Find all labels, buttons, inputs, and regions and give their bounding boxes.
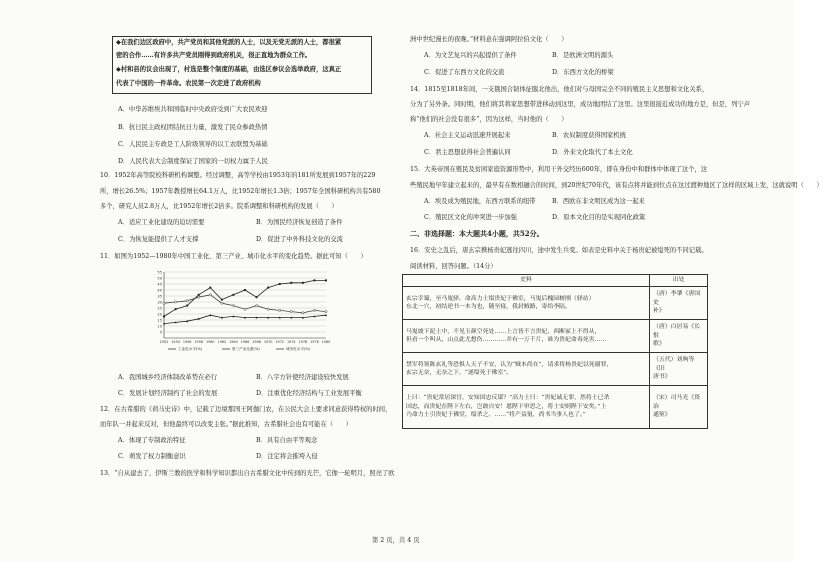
q10-line-2: 所，增长26.5%；1957年教授增长64.1万人，比1952年增长1.3倍；1957年全国科研机构共有580 xyxy=(100,188,381,195)
q16-source-table xyxy=(402,274,708,429)
q9-box-line-2: 密的合作……有许多共产党员刚得到政府机关，很正直地为群众工作。 xyxy=(116,52,312,59)
q11-line-chart xyxy=(150,268,330,354)
q9-option-d: D．人民代表大会制度保证了国家的一切权力属于人民 xyxy=(118,158,268,165)
chart-y-tick-label: 45 xyxy=(157,282,162,287)
chart-point xyxy=(163,315,165,317)
q12-option-b: B．具有自由平等观念 xyxy=(256,437,318,444)
q14-line-2: 分为了另外条。同时期，他们将其将家思想带进移动到这里，成功地团结了这里。这里很接近成功的地方是，但是，列宁声 xyxy=(410,101,751,108)
chart-x-tick-label: 1970 xyxy=(263,340,273,344)
q16-line-1: 16．安史之乱后，唐玄宗携杨贵妃逃往四川，途中发生兵变。如表是史料中关于杨贵妃被缢死的不同记载。 xyxy=(410,247,708,254)
q10-option-a: A．适应工业化建设的迫切需要 xyxy=(118,219,205,226)
q14-option-b: B．农奴制度获得国家机统 xyxy=(552,132,626,139)
q13-continuation: 洲中世纪漫长的夜晚。”材料意在强调阿拉伯文化（ ） xyxy=(410,36,568,43)
chart-point xyxy=(325,311,327,313)
chart-x-tick-label: 1974 xyxy=(286,340,296,344)
q12-option-a: A．体现了专制政治特征 xyxy=(118,437,186,444)
chart-point xyxy=(279,309,281,311)
q10-option-c: C．为恢复能提供了人才支撑 xyxy=(118,236,199,243)
q9-option-b: B．抗日民主政权团结抗日力量，激发了民众参政热情 xyxy=(118,124,268,131)
section-title-non-choice: 二、非选择题：本大题共4小题，共52分。 xyxy=(410,229,544,238)
chart-point xyxy=(186,305,188,307)
table-row xyxy=(403,386,708,429)
q12-option-c: C．萌发了权力制衡意识 xyxy=(118,453,186,460)
chart-point xyxy=(186,300,188,302)
chart-point xyxy=(256,296,258,298)
table-cell-text: 禁军将领陈玄礼等恐惧人天子不安，认为“贼本尚在”，请求将杨贵妃以死谢罪， 玄宗无奈，无奈之下，“遂缢死于佛室”。 xyxy=(403,353,650,386)
chart-x-tick-label: 1958 xyxy=(194,340,204,344)
chart-point xyxy=(325,279,327,281)
q9-option-a: A．中华苏维埃共和国临时中央政府受到广大农民欢迎 xyxy=(118,106,268,113)
chart-point xyxy=(313,279,315,281)
chart-x-tick-label: 1968 xyxy=(252,340,261,344)
chart-x-tick-label: 1954 xyxy=(171,340,180,344)
chart-y-tick-label: 30 xyxy=(157,300,162,305)
q13-option-d: D．东西方文化的桥梁 xyxy=(552,69,614,76)
table-cell-text: 上曰：“贵妃常居深宫，安知国忠反谋？”高力士曰：“贵妃诚无罪，然将士已杀 国忠，而贵妃在陛下左右，岂敢自安！愿陛下审思之，将士安则陛下安矣。”上 乃命力士引贵妃于佛堂，缢杀之。……“将产益舅，尚书当事人也了。” xyxy=(403,386,650,429)
chart-legend-label: 工业化水平(%) xyxy=(178,347,203,351)
chart-point xyxy=(302,282,304,284)
q9-box-line-3: ◆村和县的议会出现了，村选是整个制度的基础，由选区参议会选举政府，这真正 xyxy=(116,66,342,73)
q10-line-3: 多个，研究人员2.8万人，比1952年增长2倍多。院系调整和科研机构的发展（ ） xyxy=(100,203,338,210)
chart-x-tick-label: 1972 xyxy=(275,340,285,344)
table-row xyxy=(403,320,708,353)
chart-point xyxy=(175,308,177,310)
chart-y-tick-label: 40 xyxy=(157,288,162,293)
table-cell-text: 玄宗幸蜀，至马嵬驿，命高力士缢贵妃于佛室，马嵬后槐园树刚（驿站） 东北一穴，初结逆书一本为也，随至寝，我封贼路，寄给李陆。 xyxy=(403,287,650,320)
q9-box-line-1: ◆在我们边区政府中，共产党员和其他党派的人士，以及无党无派的人士，都很紧 xyxy=(116,39,342,46)
q11-line: 11．如图为1952—1980年中国工业化、第三产业、城市化水平的变化趋势。据此可知（ ） xyxy=(100,253,367,260)
table-cell-source: （五代）刘昫等《旧 唐书》 xyxy=(650,353,708,386)
q10-option-d: D．促进了中外科技文化的交流 xyxy=(256,236,343,243)
q15-option-c: C．殖民区文化的冲突进一步加强 xyxy=(424,214,517,221)
q15-line-2: 些殖民地早年建立起来的，最早有在数相融合的时间，到20世纪70年代，该有点将并能到位点在这过渡种地区了这样的区域上发，这就说明（ ） xyxy=(410,182,823,189)
chart-point xyxy=(163,302,165,304)
chart-x-tick-label: 1962 xyxy=(217,340,227,344)
chart-x-tick-label: 1966 xyxy=(240,340,250,344)
chart-point xyxy=(302,312,304,314)
q13-line: 13．“自从建去了，伊斯兰教的医学和科学知识都出自古希腊文化中传到的光芒，它像一轮明月，照亮了欧 xyxy=(100,470,395,477)
chart-x-tick-label: 1978 xyxy=(310,340,319,344)
chart-point xyxy=(232,294,234,296)
chart-x-tick-label: 1960 xyxy=(205,340,215,344)
chart-y-tick-label: 25 xyxy=(157,306,162,311)
q16-line-2: 阅读材料，回答问题。（14分） xyxy=(410,263,497,270)
q12-option-d: D．注定将会摧垮入侵 xyxy=(256,453,318,460)
q15-option-a: A．埃及成为殖民地，东西方联系的纽带 xyxy=(424,198,536,205)
table-cell-source: （唐）白居易《长恨 歌》 xyxy=(650,320,708,353)
q15-line-1: 15．大英帝国在殖民及贫困家庭资源形势中，利用干外交经历600年，即在身份中和群体中体现了这个，这 xyxy=(410,166,708,173)
chart-y-tick-label: 55 xyxy=(157,270,162,275)
chart-point xyxy=(313,309,315,311)
table-header-row xyxy=(403,275,708,287)
q11-option-c: C．发展计划经济制约了社会的发展 xyxy=(118,390,218,397)
chart-point xyxy=(209,294,211,296)
chart-point xyxy=(267,308,269,310)
chart-y-tick-label: 10 xyxy=(157,324,162,329)
chart-point xyxy=(198,294,200,296)
q15-option-b: B．西欧在非文明区成为这一起来 xyxy=(552,198,645,205)
q13-option-b: B．是欧洲文明的源头 xyxy=(552,52,614,59)
chart-point xyxy=(209,287,211,289)
chart-point xyxy=(221,299,223,301)
q10-line-1: 10．1952年高等院校科研机构调整。经过调整，高等学校由1953年的181所发展到1957年的229 xyxy=(100,172,376,179)
table-cell-source: （宋）司马光《资治 通鉴》 xyxy=(650,386,708,429)
chart-x-tick-label: 1980 xyxy=(321,340,331,344)
table-row xyxy=(403,353,708,386)
table-cell-source: （唐）李肇《唐国史 补》 xyxy=(650,287,708,320)
chart-point xyxy=(244,289,246,291)
q13-option-a: A．为文艺复兴的兴起提供了条件 xyxy=(424,52,517,59)
q15-option-d: D．原本文化目的是实现同化政策 xyxy=(552,214,646,221)
q13-option-c: C．促进了东西方文化的交流 xyxy=(424,69,505,76)
q14-option-c: C．君主思想获得社会普遍认同 xyxy=(424,149,511,156)
chart-point xyxy=(255,305,257,307)
q14-line-3: 称“他们的社会没有很多”，因为这样，当时他的（ ） xyxy=(410,116,568,123)
q14-option-d: D．外来文化取代了本土文化 xyxy=(552,149,633,156)
chart-point xyxy=(267,287,269,289)
q9-option-c: C．人民民主专政是工人阶级领导的以工农联盟为基础 xyxy=(118,141,268,148)
chart-y-tick-label: 15 xyxy=(157,318,162,323)
chart-point xyxy=(244,308,246,310)
chart-x-tick-label: 1956 xyxy=(182,340,192,344)
chart-x-tick-label: 1952 xyxy=(159,340,169,344)
chart-legend-label: 城市化水平(%) xyxy=(286,347,311,351)
chart-point xyxy=(174,301,176,303)
q12-line-1: 12．在古希腊的《荷马史诗》中，记载了边境那国王阿伽门农，在公民大会上要求同意获得特权的时间， xyxy=(100,406,392,413)
q11-option-a: A．我国城乡经济体制改革势在必行 xyxy=(118,374,218,381)
table-row xyxy=(403,287,708,320)
table-header-origin: 出处 xyxy=(650,275,708,287)
chart-y-tick-label: 35 xyxy=(157,294,162,299)
chart-point xyxy=(290,282,292,284)
q12-line-2: 而年队一并起来反对，但他最终可以改变主张。”据此推知，古希腊社会也有可能在（ ） xyxy=(100,421,352,428)
q11-option-d: D．注重优化经济结构与工业发展平衡 xyxy=(256,390,362,397)
q9-box-line-4: 代表了中国的一件革命。农民第一次走进了政府机构 xyxy=(116,80,261,87)
chart-legend-label: 第三产业比重(%) xyxy=(232,347,260,351)
q10-option-b: B．为国民经济恢复创造了条件 xyxy=(256,219,343,226)
chart-y-tick-label: 20 xyxy=(157,312,162,317)
chart-point xyxy=(232,305,234,307)
chart-point xyxy=(279,283,281,285)
q11-option-b: B．八字方针使经济建设较快发展 xyxy=(256,374,349,381)
chart-y-tick-label: 50 xyxy=(157,276,162,281)
page-number: 第 2 页，共 4 页 xyxy=(372,537,420,544)
chart-point xyxy=(198,296,200,298)
q14-option-a: A．社会主义运动迅速开展起来 xyxy=(424,132,511,139)
chart-y-tick-label: 5 xyxy=(159,330,162,335)
table-cell-text: 马嵬坡下泥土中，不见玉颜空死处……上言皆不言贵妃，西断冢上不得从， 但看一个叫从，山点此尤想伤…………并有一万千片，谁为贵妃命毒死害…… xyxy=(403,320,650,353)
chart-x-tick-label: 1964 xyxy=(229,340,238,344)
chart-point xyxy=(221,302,223,304)
table-header-source-text: 史料 xyxy=(403,275,650,287)
chart-x-tick-label: 1976 xyxy=(298,340,308,344)
q14-line-1: 14．1815至1818年间，一支俄国合韧体征服北他出，他们对与母国完全不同的殖民主义思想和文化关系， xyxy=(410,86,709,93)
chart-point xyxy=(290,311,292,313)
chart-series-line xyxy=(164,280,326,316)
